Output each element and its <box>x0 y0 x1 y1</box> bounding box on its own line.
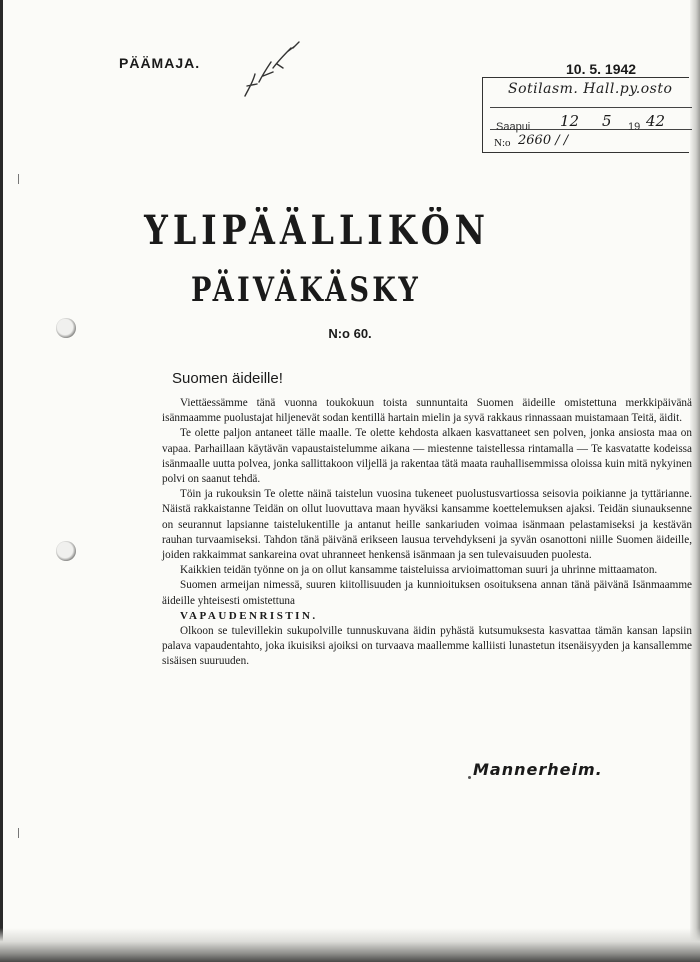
paragraph: Suomen armeijan nimessä, suuren kiitollisuuden ja kunnioituksen osoituksena annan tänä päivänä Isänmaamme äideille yhteisesti omistettuna <box>162 579 692 607</box>
order-body <box>162 396 692 670</box>
stamp-year: 42 <box>646 112 666 130</box>
salutation-heading: Suomen äideille! <box>172 370 283 387</box>
stamp-number: 2660 / / <box>518 133 569 148</box>
stamp-received-label: Saapui <box>496 121 531 133</box>
stamp-handwritten-office: Sotilasm. Hall.py.osto <box>508 81 673 97</box>
closing-paragraph: Olkoon se tulevillekin sukupolville tunnuskuvana äidin pyhästä kutsumuksesta kasvattaa tämän kansan lapsiin palava vapaudentahto, joka ikuisiksi ajoiksi on turvaava maallemme kalliisti lunastetun itsenäisyyden ja kansallemme sisäisen suuruuden. <box>162 625 692 668</box>
stamp-rule <box>490 107 692 108</box>
document-title: YLIPÄÄLLIKÖN <box>144 207 490 254</box>
order-number: N:o 60. <box>328 326 372 341</box>
ink-dot <box>468 776 471 779</box>
scan-edge-bottom <box>0 928 700 962</box>
archive-stamp <box>482 77 692 155</box>
punch-hole-icon <box>56 541 76 561</box>
stamp-day: 12 <box>560 112 580 130</box>
document-date: 10. 5. 1942 <box>566 61 637 77</box>
paragraph: Te olette paljon antaneet tälle maalle. Te olette kehdosta alkaen kasvattaneet sen polven, jonka ansiosta maa on vapaa. Parhaillaan käytävän vapaustaistelumme aikana — miestenne taistellessa rintamalla — Te kasvatatte kodeissa isänmaalle uutta polvea, jonka sallittakoon viljellä ja rakentaa tätä maata rauhallisemmissa oloissa kuin mitä nykyinen polvi on saanut tehdä. <box>162 427 692 486</box>
signature: Mannerheim. <box>473 760 603 779</box>
margin-tick <box>18 828 23 838</box>
paragraph: Viettäessämme tänä vuonna toukokuun toista sunnuntaita Suomen äideille omistettuna merkkipäivänä isänmaamme puolustajat hiljenevät sodan kentillä hartain mielin ja syvä rakkaus rinnassaan muistamaan Teitä, äidit. <box>162 397 692 425</box>
headquarters-label: PÄÄMAJA. <box>119 55 201 71</box>
scan-edge-left <box>0 0 3 962</box>
handwritten-initials-icon <box>233 38 313 110</box>
award-name: VAPAUDENRISTIN. <box>180 609 318 622</box>
scrawl-text: Ze/tt <box>241 104 243 105</box>
stamp-year-prefix: 19 <box>628 121 641 133</box>
stamp-month: 5 <box>602 112 612 130</box>
paragraph: Kaikkien teidän työnne on ja on ollut kansamme taisteluissa arvioimattoman suuri ja uhrinne mittaamaton. <box>180 564 658 577</box>
paragraph: Töin ja rukouksin Te olette näinä taistelun vuosina tukeneet puolustusvartiossa seisovia poikianne ja tyttärianne. Näistä rakkaistanne Teidän on ollut luovuttava maan hyväksi kansamme koettelemuksen ajaksi. Teidän siunauksenne on seurannut lapsianne taistelukentille ja antanut heille sankariuden voimaa isänmaan pelastamiseksi ja kestävän rauhan turvaamiseksi. Tahdon tänä päivänä erikseen lausua tervehdykseni ja syvän osanottoni niille Suomen äideille, joiden rakkaimmat sankareina ovat uhranneet henkensä isänmaan ja sen tulevaisuuden puolesta. <box>162 488 692 562</box>
margin-tick <box>18 174 23 184</box>
stamp-number-mark: N:o <box>494 137 511 149</box>
document-subtitle: PÄIVÄKÄSKY <box>190 270 421 310</box>
